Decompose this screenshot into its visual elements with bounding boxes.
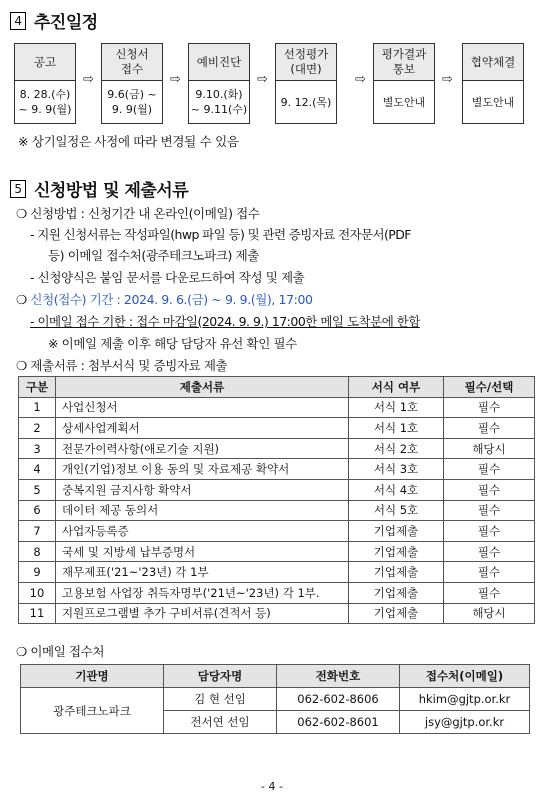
step-date: 별도안내 <box>374 81 434 123</box>
cell-required: 필수 <box>444 397 535 418</box>
deadline-note: ※ 이메일 제출 이후 해당 담당자 유선 확인 필수 <box>48 336 297 351</box>
cell-doc: 사업자등록증 <box>56 521 349 542</box>
contact-table <box>20 664 530 734</box>
cell-no: 11 <box>19 603 56 624</box>
method-line: ❍ 신청방법 : 신청기간 내 온라인(이메일) 접수 <box>16 206 260 221</box>
schedule-step-evaluation <box>275 43 337 124</box>
table-row <box>19 438 535 459</box>
table-row <box>19 418 535 439</box>
cell-form: 서식 2호 <box>349 438 444 459</box>
cell-form: 서식 3호 <box>349 459 444 480</box>
section-5-heading <box>10 176 188 201</box>
table-header-row <box>21 665 530 688</box>
cell-doc: 사업신청서 <box>56 397 349 418</box>
email-link[interactable]: hkim@gjtp.or.kr <box>400 688 530 711</box>
table-row <box>19 582 535 603</box>
cell-form: 기업제출 <box>349 521 444 542</box>
cell-form: 기업제출 <box>349 562 444 583</box>
cell-form: 기업제출 <box>349 541 444 562</box>
method-sub-line-cont: 등) 이메일 접수처(광주테크노파크) 제출 <box>48 248 259 263</box>
cell-no: 1 <box>19 397 56 418</box>
cell-no: 7 <box>19 521 56 542</box>
schedule-step-result <box>373 43 435 124</box>
cell-required: 필수 <box>444 418 535 439</box>
cell-form: 서식 4호 <box>349 479 444 500</box>
table-row <box>19 500 535 521</box>
col-header: 기관명 <box>21 665 164 688</box>
section-title: 추진일정 <box>34 13 98 33</box>
col-header: 접수처(이메일) <box>400 665 530 688</box>
step-date: 별도안내 <box>463 81 523 123</box>
table-row <box>19 541 535 562</box>
cell-no: 8 <box>19 541 56 562</box>
col-header: 전화번호 <box>277 665 400 688</box>
cell-no: 2 <box>19 418 56 439</box>
col-header: 필수/선택 <box>444 377 535 398</box>
step-label: 공고 <box>15 44 75 81</box>
docs-line: ❍ 제출서류 : 첨부서식 및 증빙자료 제출 <box>16 358 228 373</box>
section-4-heading <box>10 8 98 33</box>
col-header: 서식 여부 <box>349 377 444 398</box>
cell-doc: 데이터 제공 동의서 <box>56 500 349 521</box>
col-header: 제출서류 <box>56 377 349 398</box>
cell-required: 필수 <box>444 541 535 562</box>
cell-phone: 062-602-8601 <box>277 711 400 734</box>
cell-required: 필수 <box>444 562 535 583</box>
table-row <box>19 562 535 583</box>
step-label: 평가결과 통보 <box>374 44 434 81</box>
cell-no: 5 <box>19 479 56 500</box>
cell-required: 필수 <box>444 479 535 500</box>
cell-phone: 062-602-8606 <box>277 688 400 711</box>
arrow-icon: ⇨ <box>257 72 268 87</box>
table-row <box>19 397 535 418</box>
cell-doc: 고용보험 사업장 취득자명부('21년~'23년) 각 1부. <box>56 582 349 603</box>
step-label: 예비진단 <box>189 44 249 81</box>
method-sub-line: - 지원 신청서류는 작성파일(hwp 파일 등) 및 관련 증빙자료 전자문서(PDF <box>30 227 411 242</box>
arrow-icon: ⇨ <box>355 72 366 87</box>
cell-required: 필수 <box>444 500 535 521</box>
section-number-box: 5 <box>10 180 26 198</box>
period-line <box>16 290 313 308</box>
cell-no: 10 <box>19 582 56 603</box>
cell-doc: 상세사업계획서 <box>56 418 349 439</box>
cell-form: 서식 5호 <box>349 500 444 521</box>
section-number-box: 4 <box>10 12 26 30</box>
step-label: 신청서 접수 <box>102 44 162 81</box>
cell-manager: 김 현 선임 <box>164 688 277 711</box>
cell-form: 기업제출 <box>349 603 444 624</box>
step-date: 9. 12.(목) <box>276 81 336 123</box>
page-number: - 4 - <box>261 780 283 793</box>
col-header: 구분 <box>19 377 56 398</box>
cell-doc: 개인(기업)정보 이용 동의 및 자료제공 확약서 <box>56 459 349 480</box>
table-row <box>19 459 535 480</box>
arrow-icon: ⇨ <box>170 72 181 87</box>
cell-required: 필수 <box>444 521 535 542</box>
arrow-icon: ⇨ <box>442 72 453 87</box>
cell-doc: 국세 및 지방세 납부증명서 <box>56 541 349 562</box>
documents-table <box>18 376 535 624</box>
cell-required: 필수 <box>444 459 535 480</box>
period-text: 신청(접수) 기간 : 2024. 9. 6.(금) ~ 9. 9.(월), 17:00 <box>30 292 313 307</box>
cell-required: 해당시 <box>444 438 535 459</box>
col-header: 담당자명 <box>164 665 277 688</box>
contact-title: ❍ 이메일 접수처 <box>16 644 105 659</box>
table-row <box>19 479 535 500</box>
email-link[interactable]: jsy@gjtp.or.kr <box>400 711 530 734</box>
cell-form: 서식 1호 <box>349 397 444 418</box>
schedule-step-announce <box>14 43 76 124</box>
schedule-note: ※ 상기일정은 사정에 따라 변경될 수 있음 <box>18 134 239 149</box>
cell-required: 필수 <box>444 582 535 603</box>
schedule-step-application <box>101 43 163 124</box>
table-header-row <box>19 377 535 398</box>
cell-doc: 중복지원 금지사항 확약서 <box>56 479 349 500</box>
cell-doc: 지원프로그램별 추가 구비서류(견적서 등) <box>56 603 349 624</box>
table-row <box>21 688 530 711</box>
cell-no: 4 <box>19 459 56 480</box>
cell-doc: 재무제표('21~'23년) 각 1부 <box>56 562 349 583</box>
table-row <box>19 521 535 542</box>
step-label: 선정평가 (대면) <box>276 44 336 81</box>
cell-form: 기업제출 <box>349 582 444 603</box>
bullet-icon: ❍ <box>16 292 31 307</box>
arrow-icon: ⇨ <box>83 72 94 87</box>
step-date: 9.6(금) ~ 9. 9(월) <box>102 81 162 123</box>
cell-doc: 전문가이력사항(애로기술 지원) <box>56 438 349 459</box>
cell-no: 3 <box>19 438 56 459</box>
deadline-line: - 이메일 접수 기한 : 접수 마감일(2024. 9. 9.) 17:00한 메일 도착분에 한함 <box>30 314 420 329</box>
cell-org: 광주테크노파크 <box>21 688 164 734</box>
cell-form: 서식 1호 <box>349 418 444 439</box>
cell-no: 6 <box>19 500 56 521</box>
table-row <box>19 603 535 624</box>
schedule-step-diagnosis <box>188 43 250 124</box>
step-date: 8. 28.(수) ~ 9. 9(월) <box>15 81 75 123</box>
step-label: 협약체결 <box>463 44 523 81</box>
step-date: 9.10.(화) ~ 9.11(수) <box>189 81 249 123</box>
cell-required: 해당시 <box>444 603 535 624</box>
cell-no: 9 <box>19 562 56 583</box>
cell-manager: 전서연 선임 <box>164 711 277 734</box>
schedule-step-agreement <box>462 43 524 124</box>
section-title: 신청방법 및 제출서류 <box>34 181 189 201</box>
form-download-line: - 신청양식은 붙임 문서를 다운로드하여 작성 및 제출 <box>30 270 305 285</box>
